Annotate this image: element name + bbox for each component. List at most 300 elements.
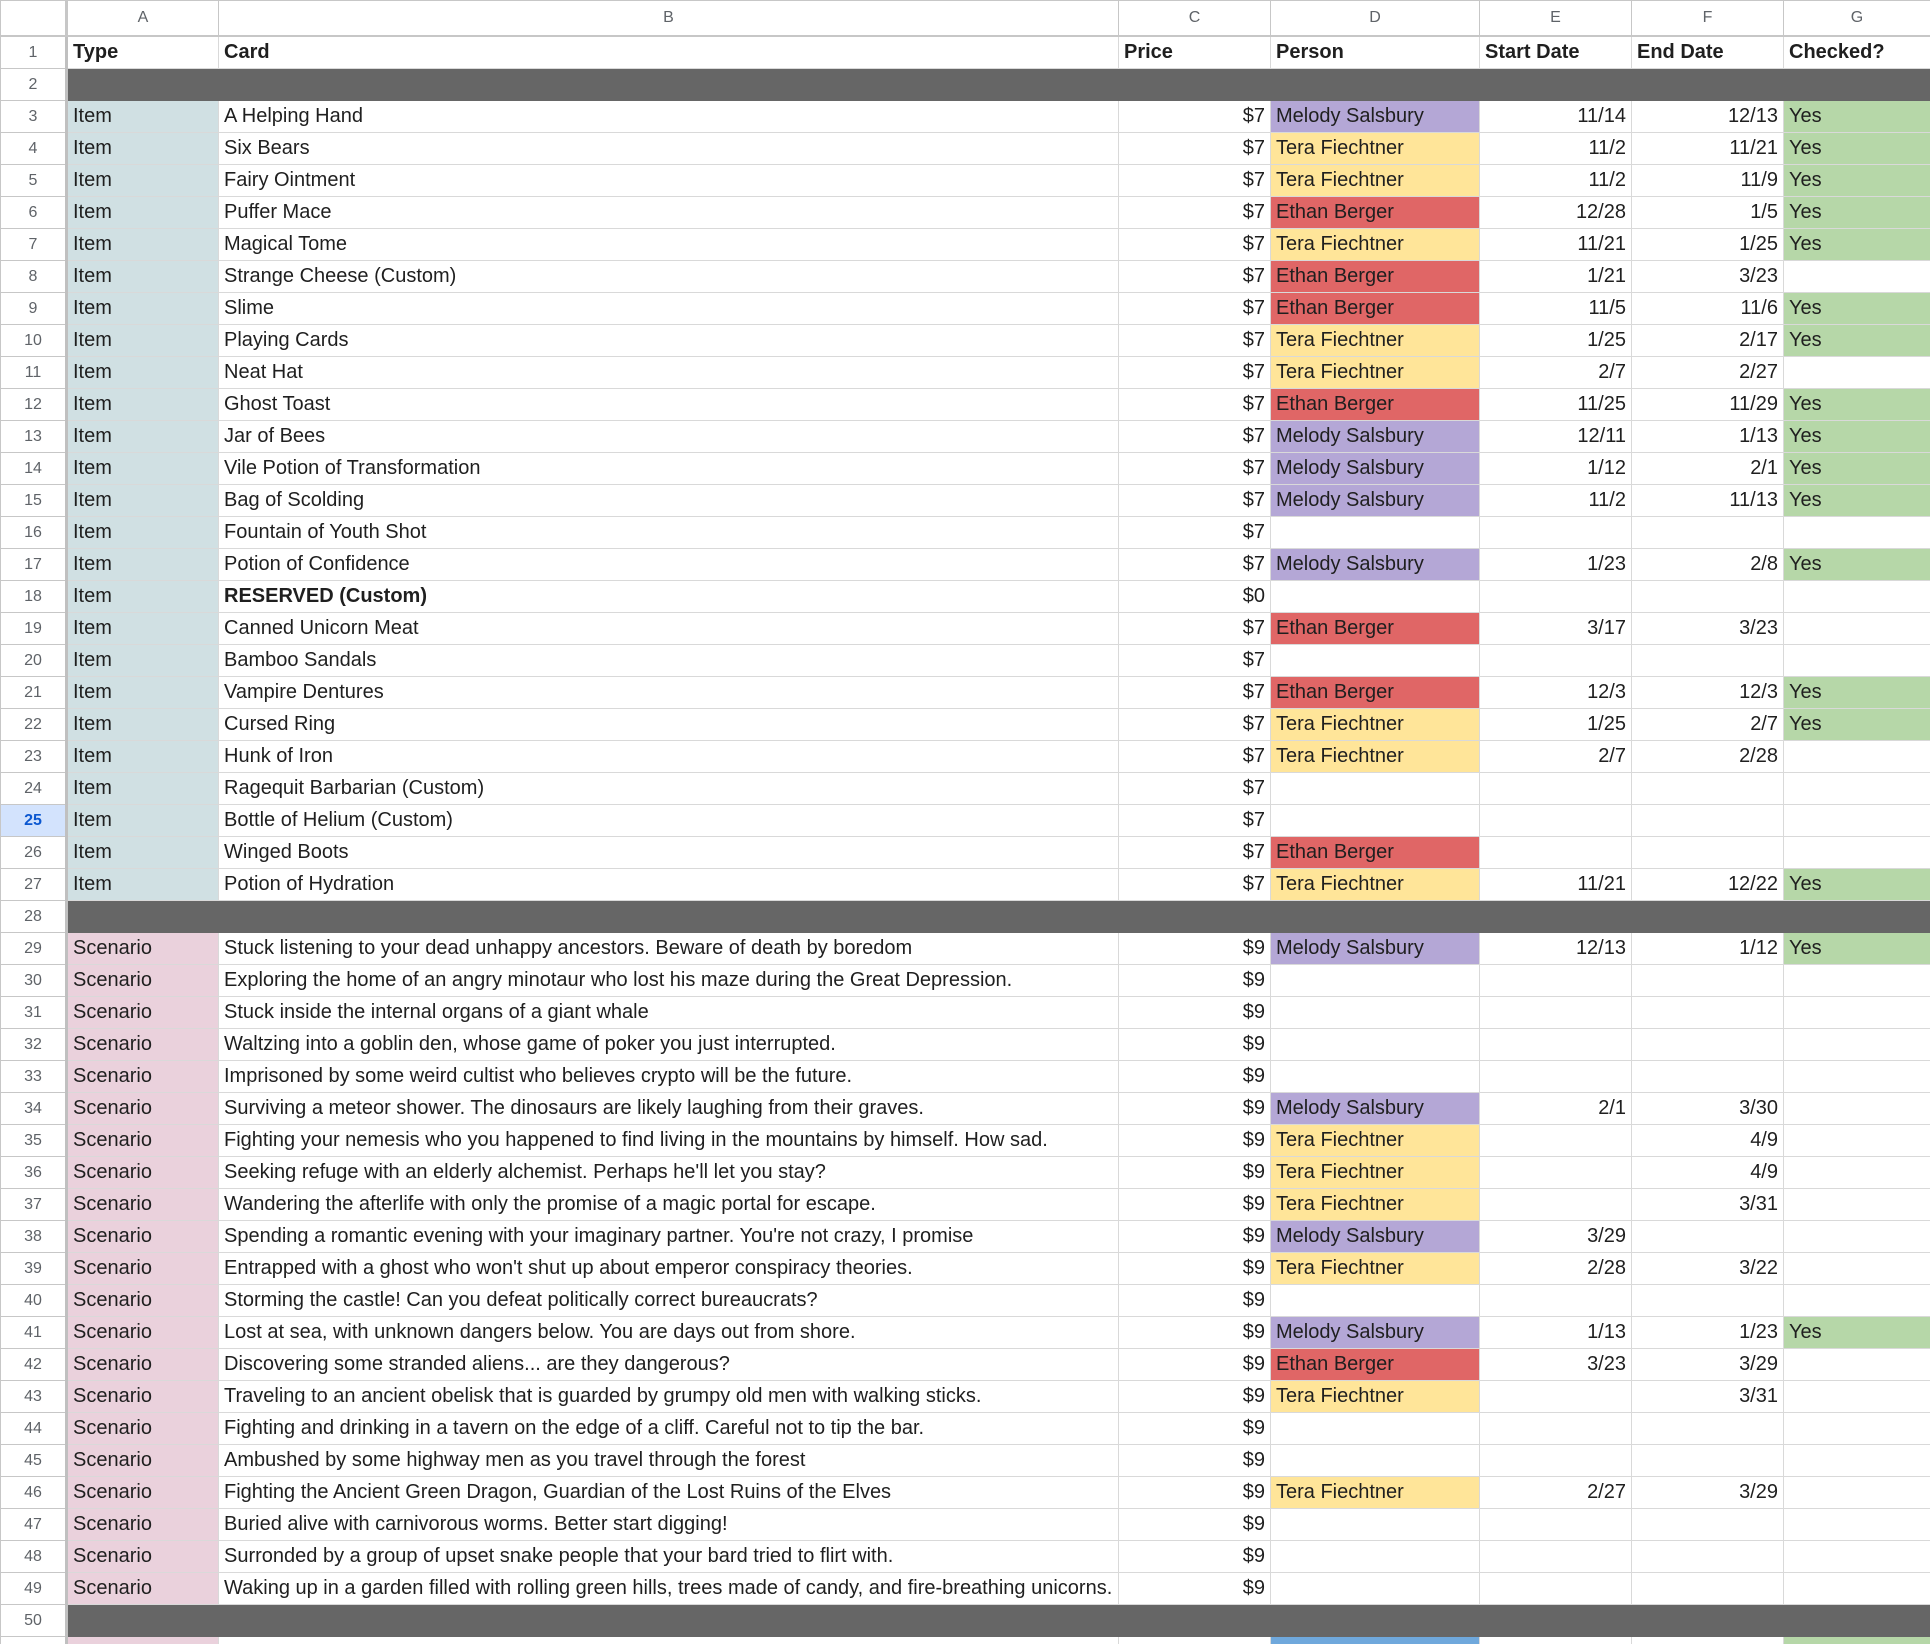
type-cell[interactable]: Item [67,356,219,388]
row-header[interactable]: 49 [1,1572,67,1604]
row-header[interactable]: 47 [1,1508,67,1540]
start-date-cell[interactable]: 11/21 [1480,228,1632,260]
start-date-cell[interactable] [1480,1508,1632,1540]
end-date-cell[interactable]: 3/23 [1632,612,1784,644]
checked-cell[interactable] [1784,1188,1930,1220]
checked-cell[interactable] [1784,1348,1930,1380]
row-header[interactable]: 42 [1,1348,67,1380]
column-header-d[interactable]: D [1271,1,1480,36]
row-header[interactable]: 37 [1,1188,67,1220]
row-header[interactable]: 4 [1,132,67,164]
card-cell[interactable]: Buried alive with carnivorous worms. Better start digging! [219,1508,1119,1540]
checked-cell[interactable] [1784,1220,1930,1252]
card-cell[interactable]: Jar of Bees [219,420,1119,452]
checked-cell[interactable]: Yes [1784,1316,1930,1348]
type-cell[interactable]: Item [67,324,219,356]
price-cell[interactable]: $7 [1119,292,1271,324]
card-cell[interactable]: Seeking refuge with an elderly alchemist. Perhaps he'll let you stay? [219,1156,1119,1188]
card-cell[interactable]: Potion of Confidence [219,548,1119,580]
price-cell[interactable]: $7 [1119,388,1271,420]
checked-cell[interactable] [1784,1124,1930,1156]
person-cell[interactable]: Tera Fiechtner [1271,228,1480,260]
card-cell[interactable]: Storming the castle! Can you defeat politically correct bureaucrats? [219,1284,1119,1316]
select-all-corner[interactable] [1,1,67,36]
start-date-cell[interactable] [1480,1188,1632,1220]
checked-cell[interactable] [1784,644,1930,676]
person-cell[interactable] [1271,1412,1480,1444]
separator-cell[interactable] [1119,68,1271,100]
separator-cell[interactable] [1784,1604,1930,1636]
row-header[interactable]: 13 [1,420,67,452]
card-cell[interactable]: Magical Tome [219,228,1119,260]
card-cell[interactable]: Imprisoned by some weird cultist who believes crypto will be the future. [219,1060,1119,1092]
price-cell[interactable]: $7 [1119,676,1271,708]
separator-cell[interactable] [1784,900,1930,932]
separator-cell[interactable] [67,900,219,932]
checked-cell[interactable]: Yes [1784,324,1930,356]
start-date-cell[interactable] [1480,1412,1632,1444]
end-date-cell[interactable]: 3/29 [1632,1348,1784,1380]
separator-cell[interactable] [1480,900,1632,932]
checked-cell[interactable] [1784,516,1930,548]
start-date-cell[interactable]: 2/27 [1480,1476,1632,1508]
card-cell[interactable]: Winged Boots [219,836,1119,868]
end-date-cell[interactable]: 11/21 [1632,132,1784,164]
card-cell[interactable]: Ghost Toast [219,388,1119,420]
price-cell[interactable]: $9 [1119,1540,1271,1572]
start-date-cell[interactable]: 3/29 [1480,1220,1632,1252]
card-cell[interactable]: Bag of Scolding [219,484,1119,516]
person-cell[interactable]: Melody Salsbury [1271,1220,1480,1252]
separator-cell[interactable] [67,68,219,100]
start-date-cell[interactable]: 11/14 [1480,100,1632,132]
checked-cell[interactable]: Yes [1784,452,1930,484]
type-cell[interactable]: Scenario [67,1092,219,1124]
row-header[interactable]: 27 [1,868,67,900]
person-cell[interactable] [1271,644,1480,676]
card-cell[interactable]: Surronded by a group of upset snake people that your bard tried to flirt with. [219,1540,1119,1572]
row-header[interactable]: 15 [1,484,67,516]
end-date-cell[interactable] [1632,772,1784,804]
checked-cell[interactable] [1784,1092,1930,1124]
person-cell[interactable] [1271,1444,1480,1476]
row-header[interactable]: 28 [1,900,67,932]
person-cell[interactable]: Melody Salsbury [1271,932,1480,964]
person-cell[interactable]: Melody Salsbury [1271,548,1480,580]
type-cell[interactable]: Item [67,132,219,164]
checked-cell[interactable] [1784,1284,1930,1316]
start-date-cell[interactable] [1480,516,1632,548]
checked-cell[interactable] [1784,260,1930,292]
price-cell[interactable]: $9 [1119,1188,1271,1220]
end-date-cell[interactable]: 4/9 [1632,1124,1784,1156]
type-cell[interactable]: Scenario [67,1188,219,1220]
card-cell[interactable]: Stuck inside the internal organs of a giant whale [219,996,1119,1028]
row-header[interactable]: 18 [1,580,67,612]
price-cell[interactable]: $7 [1119,740,1271,772]
person-cell[interactable]: Tera Fiechtner [1271,868,1480,900]
type-cell[interactable]: Scenario [67,1220,219,1252]
checked-cell[interactable] [1784,1412,1930,1444]
type-cell[interactable]: Scenario [67,1508,219,1540]
person-cell[interactable] [1271,964,1480,996]
end-date-cell[interactable] [1632,1444,1784,1476]
checked-cell[interactable] [1784,612,1930,644]
row-header[interactable]: 33 [1,1060,67,1092]
type-cell[interactable]: Item [67,452,219,484]
person-cell[interactable]: Melody Salsbury [1271,420,1480,452]
row-header[interactable]: 40 [1,1284,67,1316]
separator-cell[interactable] [1784,68,1930,100]
row-header[interactable]: 3 [1,100,67,132]
person-cell[interactable]: Melody Salsbury [1271,100,1480,132]
price-cell[interactable]: $7 [1119,804,1271,836]
type-cell[interactable]: Item [67,548,219,580]
row-header[interactable]: 45 [1,1444,67,1476]
card-cell[interactable]: Surviving a meteor shower. The dinosaurs are likely laughing from their graves. [219,1092,1119,1124]
end-date-cell[interactable]: 11/6 [1632,292,1784,324]
person-cell[interactable]: Ethan Berger [1271,292,1480,324]
card-cell[interactable]: Traveling to an ancient obelisk that is guarded by grumpy old men with walking sticks. [219,1380,1119,1412]
person-cell[interactable] [1271,804,1480,836]
header-cell-start[interactable]: Start Date [1480,36,1632,69]
row-header[interactable]: 24 [1,772,67,804]
row-header[interactable]: 22 [1,708,67,740]
row-header[interactable]: 48 [1,1540,67,1572]
price-cell[interactable]: $9 [1119,1476,1271,1508]
person-cell[interactable] [1271,516,1480,548]
start-date-cell[interactable]: 2/28 [1480,1252,1632,1284]
type-cell[interactable]: Item [67,164,219,196]
separator-cell[interactable] [1632,68,1784,100]
header-cell-type[interactable]: Type [67,36,219,69]
row-header[interactable] [1,1636,67,1644]
end-date-cell[interactable]: 12/22 [1632,868,1784,900]
price-cell[interactable]: $7 [1119,484,1271,516]
person-cell[interactable]: Melody Salsbury [1271,1316,1480,1348]
end-date-cell[interactable] [1632,996,1784,1028]
type-cell[interactable]: Item [67,388,219,420]
row-header[interactable]: 6 [1,196,67,228]
type-cell[interactable]: Scenario [67,1380,219,1412]
card-cell[interactable]: Stuck listening to your dead unhappy ancestors. Beware of death by boredom [219,932,1119,964]
start-date-cell[interactable]: 12/28 [1480,196,1632,228]
card-cell[interactable]: Strange Cheese (Custom) [219,260,1119,292]
card-cell[interactable]: Six Bears [219,132,1119,164]
type-cell[interactable]: Scenario [67,1540,219,1572]
price-cell[interactable]: $9 [1119,1508,1271,1540]
start-date-cell[interactable]: 11/21 [1480,868,1632,900]
checked-cell[interactable]: Yes [1784,484,1930,516]
person-cell[interactable] [1271,772,1480,804]
checked-cell[interactable]: Yes [1784,292,1930,324]
start-date-cell[interactable]: 2/7 [1480,740,1632,772]
row-header[interactable]: 20 [1,644,67,676]
price-cell[interactable]: $7 [1119,260,1271,292]
start-date-cell[interactable] [1480,1124,1632,1156]
card-cell[interactable]: Cursed Ring [219,708,1119,740]
start-date-cell[interactable]: 12/13 [1480,932,1632,964]
checked-cell[interactable]: Yes [1784,868,1930,900]
person-cell[interactable]: Melody Salsbury [1271,484,1480,516]
person-cell[interactable]: Ethan Berger [1271,196,1480,228]
price-cell[interactable]: $9 [1119,1348,1271,1380]
person-cell[interactable] [1271,1060,1480,1092]
start-date-cell[interactable] [1480,1380,1632,1412]
row-header[interactable]: 12 [1,388,67,420]
person-cell[interactable]: Tera Fiechtner [1271,1188,1480,1220]
end-date-cell[interactable] [1632,644,1784,676]
row-header[interactable]: 32 [1,1028,67,1060]
checked-cell[interactable] [1784,996,1930,1028]
person-cell[interactable]: Melody Salsbury [1271,452,1480,484]
card-cell[interactable]: Vampire Dentures [219,676,1119,708]
card-cell[interactable]: Bamboo Sandals [219,644,1119,676]
column-header-b[interactable]: B [219,1,1119,36]
price-cell[interactable]: $9 [1119,964,1271,996]
card-cell[interactable]: Spending a romantic evening with your imaginary partner. You're not crazy, I promise [219,1220,1119,1252]
card-cell[interactable]: Waking up in a garden filled with rolling green hills, trees made of candy, and fire-breathing unicorns. [219,1572,1119,1604]
end-date-cell[interactable]: 2/1 [1632,452,1784,484]
end-date-cell[interactable]: 2/7 [1632,708,1784,740]
start-date-cell[interactable]: 3/23 [1480,1348,1632,1380]
card-cell[interactable]: Waltzing into a goblin den, whose game of poker you just interrupted. [219,1028,1119,1060]
person-cell[interactable]: Ethan Berger [1271,676,1480,708]
type-cell[interactable]: Item [67,612,219,644]
person-cell[interactable]: Tera Fiechtner [1271,324,1480,356]
row-header[interactable]: 25 [1,804,67,836]
start-date-cell[interactable]: 1/25 [1480,708,1632,740]
price-cell[interactable]: $9 [1119,1380,1271,1412]
type-cell[interactable]: Item [67,292,219,324]
start-date-cell[interactable]: 11/2 [1480,484,1632,516]
card-cell[interactable]: Fighting your nemesis who you happened to find living in the mountains by himself. How sad. [219,1124,1119,1156]
type-cell[interactable]: Item [67,644,219,676]
type-cell[interactable]: Item [67,708,219,740]
card-cell[interactable]: Bottle of Helium (Custom) [219,804,1119,836]
price-cell[interactable]: $7 [1119,612,1271,644]
start-date-cell[interactable] [1480,580,1632,612]
price-cell[interactable]: $9 [1119,1252,1271,1284]
price-cell[interactable]: $7 [1119,356,1271,388]
checked-cell[interactable] [1784,772,1930,804]
header-cell-price[interactable]: Price [1119,36,1271,69]
type-cell[interactable]: Item [67,804,219,836]
type-cell[interactable] [67,1636,219,1644]
end-date-cell[interactable] [1632,1028,1784,1060]
header-cell-card[interactable]: Card [219,36,1119,69]
column-header-e[interactable]: E [1480,1,1632,36]
price-cell[interactable]: $7 [1119,324,1271,356]
price-cell[interactable]: $9 [1119,1412,1271,1444]
checked-cell[interactable]: Yes [1784,228,1930,260]
type-cell[interactable]: Item [67,484,219,516]
card-cell[interactable]: Ragequit Barbarian (Custom) [219,772,1119,804]
row-header[interactable]: 36 [1,1156,67,1188]
start-date-cell[interactable] [1480,804,1632,836]
end-date-cell[interactable]: 11/29 [1632,388,1784,420]
end-date-cell[interactable]: 1/25 [1632,228,1784,260]
separator-cell[interactable] [1119,1604,1271,1636]
price-cell[interactable]: $9 [1119,1220,1271,1252]
checked-cell[interactable] [1784,1380,1930,1412]
separator-cell[interactable] [1271,68,1480,100]
start-date-cell[interactable] [1480,1156,1632,1188]
price-cell[interactable]: $9 [1119,1124,1271,1156]
card-cell[interactable]: Entrapped with a ghost who won't shut up about emperor conspiracy theories. [219,1252,1119,1284]
type-cell[interactable]: Scenario [67,932,219,964]
price-cell[interactable]: $7 [1119,132,1271,164]
price-cell[interactable]: $7 [1119,228,1271,260]
checked-cell[interactable]: Yes [1784,388,1930,420]
start-date-cell[interactable] [1480,1572,1632,1604]
person-cell[interactable]: Tera Fiechtner [1271,356,1480,388]
person-cell[interactable] [1271,1284,1480,1316]
person-cell[interactable]: Ethan Berger [1271,612,1480,644]
person-cell[interactable] [1271,996,1480,1028]
person-cell[interactable]: Tera Fiechtner [1271,164,1480,196]
checked-cell[interactable] [1784,1252,1930,1284]
card-cell[interactable]: Potion of Hydration [219,868,1119,900]
start-date-cell[interactable] [1480,772,1632,804]
type-cell[interactable]: Item [67,772,219,804]
price-cell[interactable]: $7 [1119,548,1271,580]
start-date-cell[interactable]: 1/13 [1480,1316,1632,1348]
separator-cell[interactable] [67,1604,219,1636]
type-cell[interactable]: Item [67,228,219,260]
checked-cell[interactable]: Yes [1784,708,1930,740]
checked-cell[interactable]: Yes [1784,132,1930,164]
checked-cell[interactable]: Yes [1784,676,1930,708]
header-cell-checked[interactable]: Checked? [1784,36,1930,69]
checked-cell[interactable] [1784,836,1930,868]
end-date-cell[interactable]: 1/23 [1632,1316,1784,1348]
row-header[interactable]: 34 [1,1092,67,1124]
row-header[interactable]: 17 [1,548,67,580]
end-date-cell[interactable]: 1/13 [1632,420,1784,452]
start-date-cell[interactable] [1480,836,1632,868]
checked-cell[interactable] [1784,580,1930,612]
checked-cell[interactable] [1784,356,1930,388]
card-cell[interactable]: Lost at sea, with unknown dangers below. You are days out from shore. [219,1316,1119,1348]
price-cell[interactable]: $9 [1119,1572,1271,1604]
end-date-cell[interactable]: 3/31 [1632,1188,1784,1220]
price-cell[interactable]: $7 [1119,452,1271,484]
end-date-cell[interactable]: 2/28 [1632,740,1784,772]
end-date-cell[interactable]: 12/3 [1632,676,1784,708]
price-cell[interactable]: $9 [1119,1060,1271,1092]
price-cell[interactable]: $9 [1119,932,1271,964]
start-date-cell[interactable] [1480,964,1632,996]
card-cell[interactable]: Wandering the afterlife with only the promise of a magic portal for escape. [219,1188,1119,1220]
row-header[interactable]: 26 [1,836,67,868]
end-date-cell[interactable] [1632,804,1784,836]
type-cell[interactable]: Scenario [67,1412,219,1444]
row-header[interactable]: 2 [1,68,67,100]
price-cell[interactable]: $7 [1119,196,1271,228]
row-header[interactable]: 41 [1,1316,67,1348]
end-date-cell[interactable]: 2/17 [1632,324,1784,356]
end-date-cell[interactable]: 3/29 [1632,1476,1784,1508]
type-cell[interactable]: Item [67,836,219,868]
row-header[interactable]: 39 [1,1252,67,1284]
checked-cell[interactable] [1784,740,1930,772]
row-header[interactable]: 21 [1,676,67,708]
type-cell[interactable]: Scenario [67,964,219,996]
end-date-cell[interactable]: 4/9 [1632,1156,1784,1188]
type-cell[interactable]: Scenario [67,1476,219,1508]
person-cell[interactable]: Tera Fiechtner [1271,132,1480,164]
person-cell[interactable]: Tera Fiechtner [1271,1476,1480,1508]
price-cell[interactable]: $0 [1119,580,1271,612]
separator-cell[interactable] [219,900,1119,932]
person-cell[interactable]: Ethan Berger [1271,388,1480,420]
type-cell[interactable]: Item [67,740,219,772]
person-cell[interactable]: Melody Salsbury [1271,1092,1480,1124]
card-cell[interactable]: Ambushed by some highway men as you travel through the forest [219,1444,1119,1476]
start-date-cell[interactable] [1480,1444,1632,1476]
end-date-cell[interactable] [1632,1412,1784,1444]
end-date-cell[interactable]: 11/13 [1632,484,1784,516]
start-date-cell[interactable]: 12/3 [1480,676,1632,708]
person-cell[interactable] [1271,1540,1480,1572]
price-cell[interactable]: $7 [1119,836,1271,868]
start-date-cell[interactable] [1480,1540,1632,1572]
person-cell[interactable]: Tera Fiechtner [1271,740,1480,772]
row-header[interactable]: 14 [1,452,67,484]
start-date-cell[interactable] [1480,1028,1632,1060]
row-header[interactable]: 35 [1,1124,67,1156]
end-date-cell[interactable] [1632,964,1784,996]
column-header-a[interactable]: A [67,1,219,36]
type-cell[interactable]: Scenario [67,1284,219,1316]
row-header[interactable]: 29 [1,932,67,964]
end-date-cell[interactable] [1632,836,1784,868]
row-header[interactable]: 23 [1,740,67,772]
checked-cell[interactable]: Yes [1784,548,1930,580]
type-cell[interactable]: Scenario [67,996,219,1028]
row-header[interactable]: 44 [1,1412,67,1444]
person-cell[interactable] [1271,1508,1480,1540]
end-date-cell[interactable]: 3/23 [1632,260,1784,292]
checked-cell[interactable] [1784,1508,1930,1540]
card-cell[interactable]: Vile Potion of Transformation [219,452,1119,484]
separator-cell[interactable] [1480,1604,1632,1636]
row-header[interactable]: 50 [1,1604,67,1636]
end-date-cell[interactable]: 3/22 [1632,1252,1784,1284]
start-date-cell[interactable]: 11/2 [1480,132,1632,164]
type-cell[interactable]: Item [67,420,219,452]
end-date-cell[interactable]: 1/5 [1632,196,1784,228]
end-date-cell[interactable] [1632,1220,1784,1252]
person-cell[interactable] [1271,1028,1480,1060]
price-cell[interactable]: $9 [1119,1028,1271,1060]
column-header-g[interactable]: G [1784,1,1930,36]
end-date-cell[interactable] [1632,1540,1784,1572]
end-date-cell[interactable]: 2/8 [1632,548,1784,580]
end-date-cell[interactable]: 11/9 [1632,164,1784,196]
price-cell[interactable]: $9 [1119,996,1271,1028]
person-cell[interactable]: Tera Fiechtner [1271,1124,1480,1156]
person-cell[interactable]: Tera Fiechtner [1271,1252,1480,1284]
column-header-f[interactable]: F [1632,1,1784,36]
price-cell[interactable]: $7 [1119,868,1271,900]
row-header[interactable]: 8 [1,260,67,292]
start-date-cell[interactable]: 1/25 [1480,324,1632,356]
checked-cell[interactable]: Yes [1784,164,1930,196]
person-cell[interactable]: Tera Fiechtner [1271,1380,1480,1412]
price-cell[interactable]: $7 [1119,420,1271,452]
